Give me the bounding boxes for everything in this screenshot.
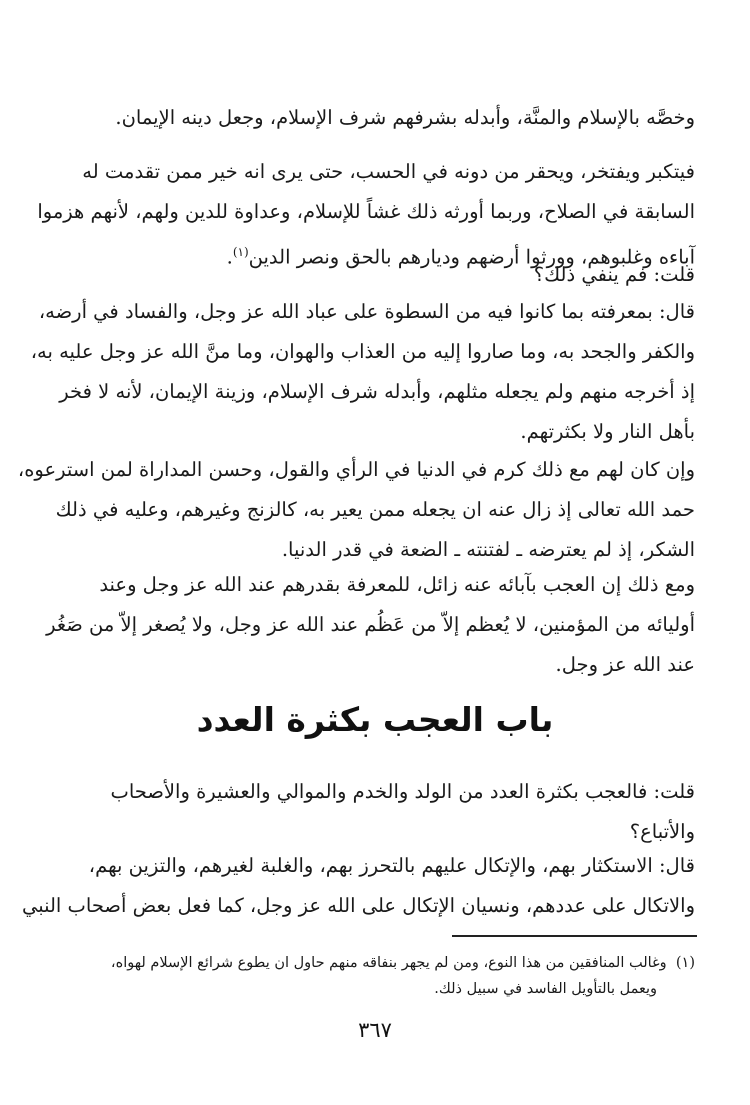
text-line: حمد الله تعالى إذ زال عنه ان يجعله ممن يعير به، كالزنج وغيرهم، وعليه في ذلك bbox=[55, 498, 695, 521]
footnote-number: (١) bbox=[675, 955, 695, 971]
text-line: أوليائه من المؤمنين، لا يُعظم إلاّ من عَظُم عند الله عز وجل، ولا يُصغر إلاّ من صَغُر bbox=[46, 613, 695, 636]
text-line: والاتكال على عددهم، ونسيان الإتكال على الله عز وجل، كما فعل بعض أصحاب النبي bbox=[21, 894, 695, 917]
footnote-text: وغالب المنافقين من هذا النوع، ومن لم يجهر بنفاقه منهم حاول ان يطوع شرائع الإسلام لهواه، bbox=[110, 955, 667, 971]
footnote-line: ويعمل بالتأويل الفاسد في سبيل ذلك. bbox=[434, 981, 657, 997]
text-line: إذ أخرجه منهم ولم يجعله مثلهم، وأبدله شرف الإسلام، وزينة الإيمان، لأنه لا فخر bbox=[59, 380, 695, 403]
paragraph-6 bbox=[46, 565, 695, 685]
paragraph-1 bbox=[55, 98, 695, 138]
footnote-ref: (١) bbox=[232, 245, 249, 259]
text-line: قلت: فم ينفي ذلك؟ bbox=[533, 263, 695, 286]
text-line: الشكر، إذ لم يعترضه ـ لفتنته ـ الضعة في قدر الدنيا. bbox=[281, 538, 695, 561]
text-line: السابقة في الصلاح، وربما أورثه ذلك غشاً للإسلام، وعداوة للدين ولهم، لأنهم هزموا bbox=[37, 200, 695, 223]
text-line: والكفر والجحد به، وما صاروا إليه من العذاب والهوان، وما منَّ الله عز وجل عليه به، bbox=[30, 340, 695, 363]
footnote-line bbox=[55, 950, 695, 976]
chapter-heading: باب العجب بكثرة العدد bbox=[196, 700, 554, 739]
footnote-separator bbox=[452, 935, 697, 937]
paragraph-3 bbox=[55, 255, 695, 295]
section-paragraph-1 bbox=[55, 772, 695, 852]
paragraph-5 bbox=[17, 450, 695, 570]
text-segment: آباءه وغلبوهم، وورثوا أرضهم وديارهم بالحق ونصر الدين bbox=[248, 245, 695, 269]
text-line: قال: بمعرفته بما كانوا فيه من السطوة على عباد الله عز وجل، والفساد في أرضه، bbox=[38, 300, 695, 323]
text-line: بأهل النار ولا بكثرتهم. bbox=[520, 420, 695, 443]
page-number: ٣٦٧ bbox=[358, 1018, 392, 1042]
footnote bbox=[55, 950, 695, 1002]
text-line: وخصَّه بالإسلام والمنَّة، وأبدله بشرفهم شرف الإسلام، وجعل دينه الإيمان. bbox=[115, 106, 695, 129]
text-line: عند الله عز وجل. bbox=[555, 653, 695, 676]
text-line: وإن كان لهم مع ذلك كرم في الدنيا في الرأي والقول، وحسن المداراة لمن استرعوه، bbox=[17, 458, 695, 481]
paragraph-4 bbox=[30, 292, 695, 452]
text-line: ومع ذلك إن العجب بآبائه عنه زائل، للمعرفة بقدرهم عند الله عز وجل وعند bbox=[99, 573, 695, 596]
text-line: قلت: فالعجب بكثرة العدد من الولد والخدم والموالي والعشيرة والأصحاب bbox=[110, 780, 695, 803]
text-line: قال: الاستكثار بهم، والإتكال عليهم بالتحرز بهم، والغلبة لغيرهم، والتزين بهم، bbox=[88, 854, 695, 877]
section-paragraph-2 bbox=[21, 846, 695, 926]
text-line: والأتباع؟ bbox=[629, 820, 695, 843]
text-line: فيتكبر ويفتخر، ويحقر من دونه في الحسب، حتى يرى انه خير ممن تقدمت له bbox=[82, 160, 695, 183]
text-segment: . bbox=[226, 245, 233, 269]
